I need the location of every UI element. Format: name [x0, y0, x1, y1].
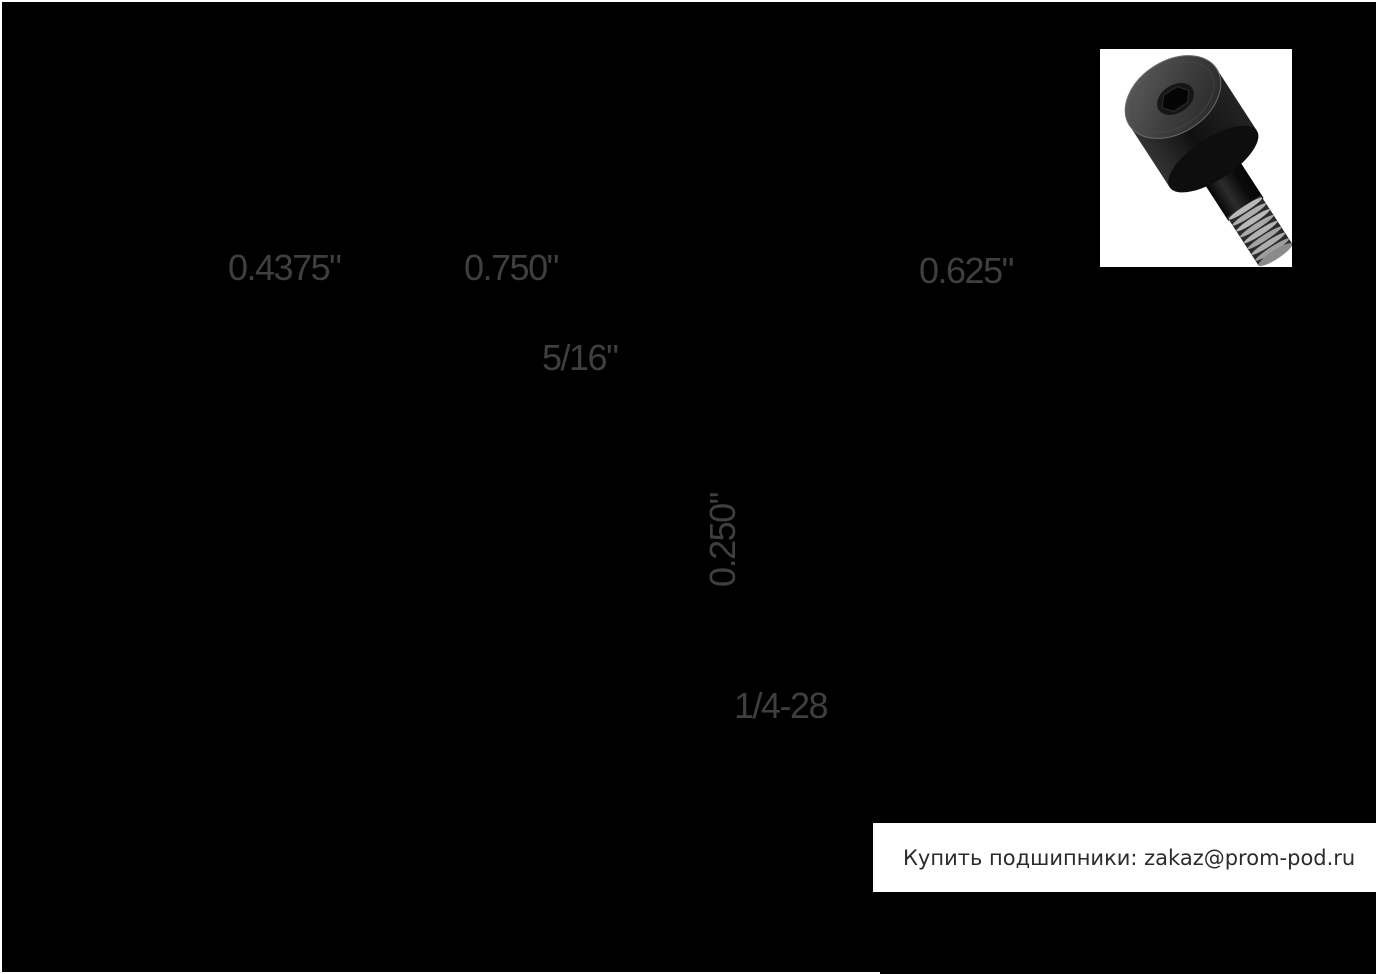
- dimension-stud-length: 0.625": [919, 250, 1013, 291]
- product-photo: [1100, 49, 1292, 267]
- frame-edge-left: [0, 0, 2, 974]
- cam-follower-render-image: [1100, 49, 1292, 267]
- dimension-roller-diameter: 0.750": [464, 247, 558, 288]
- dimension-stud-diameter: 0.250": [702, 493, 743, 587]
- frame-edge-top: [0, 0, 1376, 2]
- contact-text: Купить подшипники: zakaz@prom-pod.ru: [903, 845, 1356, 870]
- dimension-thread-spec: 1/4-28: [734, 685, 828, 726]
- contact-banner: [873, 823, 1376, 892]
- dimension-roller-width: 0.4375": [228, 247, 341, 288]
- dimension-hex-socket: 5/16": [542, 337, 618, 378]
